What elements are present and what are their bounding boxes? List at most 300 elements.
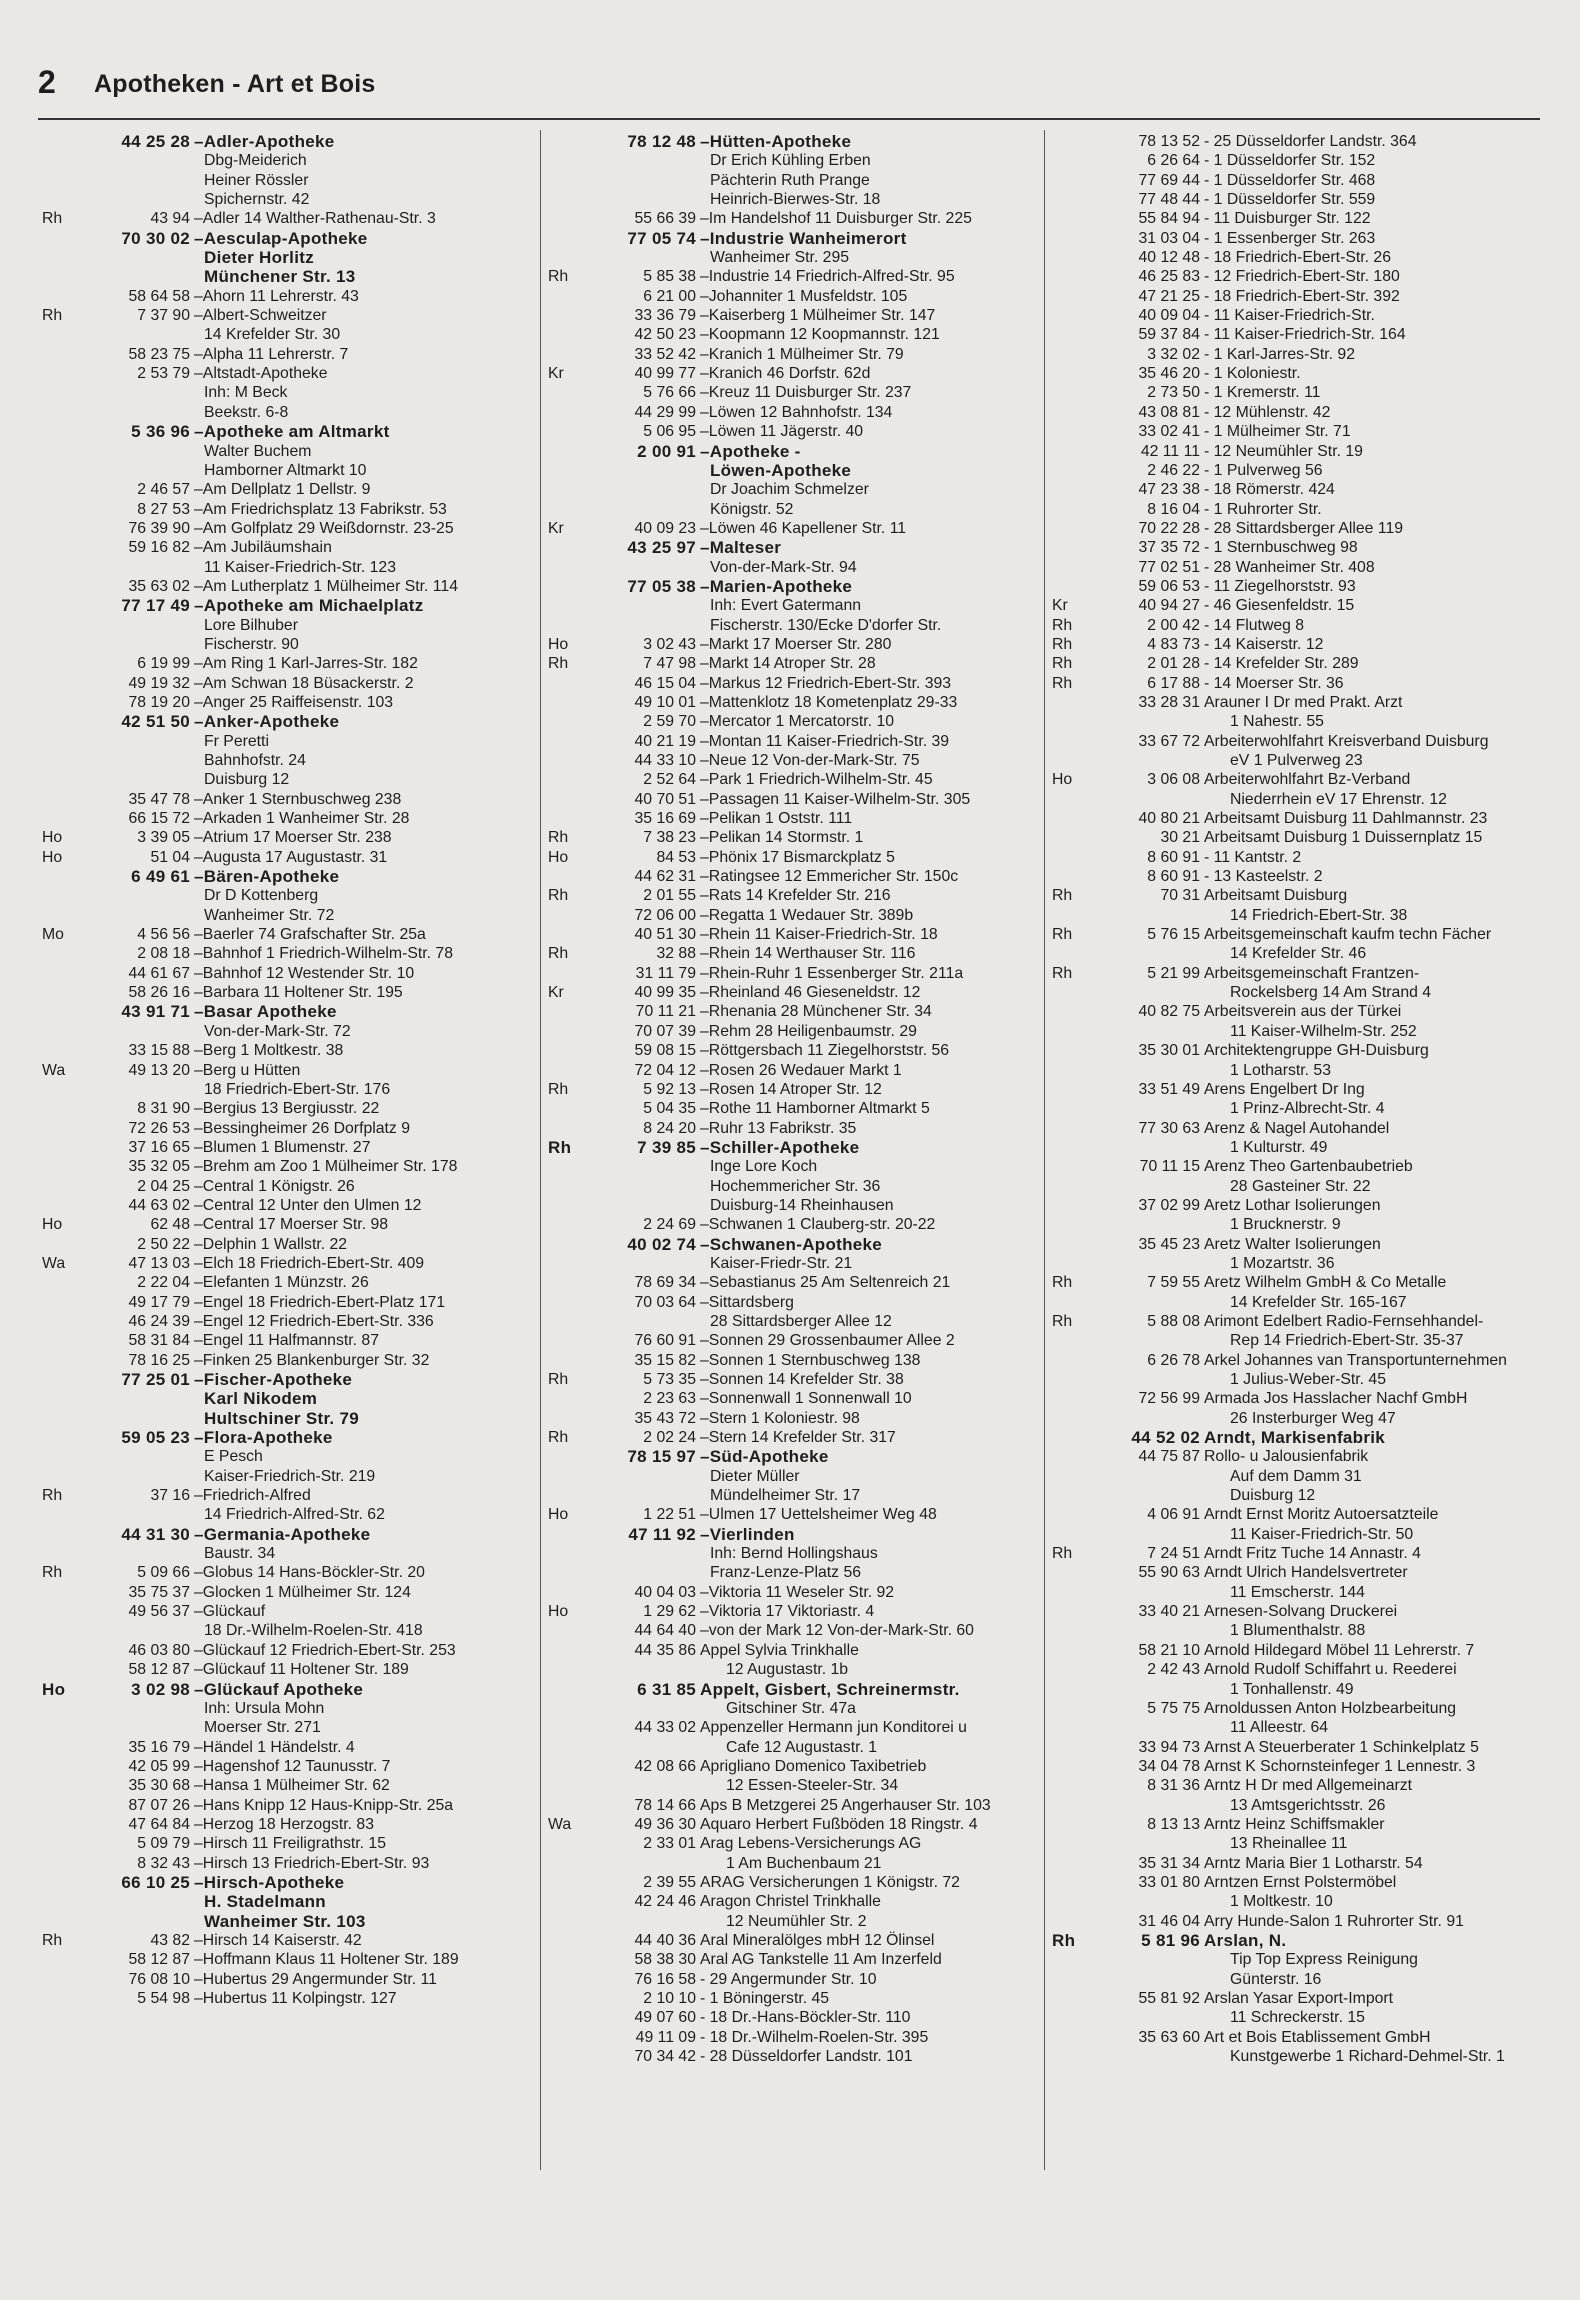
listing-detail: 1 Prinz-Albrecht-Str. 4 [1230,1100,1385,1118]
listing-name: –Augusta 17 Augustastr. 31 [194,848,388,866]
column-divider [540,130,541,2170]
listing-entry [548,1293,1038,1332]
listing-name: –Bahnhof 12 Westender Str. 10 [194,964,415,982]
phone-number: 35 31 34 [1138,1854,1200,1872]
listing-entry [548,1680,1038,1719]
listing-name: –Sonnen 14 Krefelder Str. 38 [700,1371,904,1388]
district-code: Rh [548,887,569,905]
listing-name: –Koopmann 12 Koopmannstr. 121 [700,326,940,344]
listing-name: - 14 Moerser Str. 36 [1204,674,1344,692]
phone-number: 35 75 37 [128,1583,190,1601]
listing-entry [42,1931,532,1950]
phone-number: 62 48 [150,1216,190,1234]
phone-number: 40 21 19 [634,732,696,750]
listing-name: –Markt 17 Moerser Str. 280 [700,635,892,653]
listing-entry [42,1157,532,1176]
phone-number: 35 32 05 [128,1158,190,1176]
district-code: Rh [548,1371,569,1388]
phone-number: 6 26 64 [1147,152,1200,170]
listing-entry [42,1370,532,1428]
phone-number: 2 10 10 [643,1990,696,2007]
phone-number: 1 29 62 [643,1603,696,1621]
listing-entry [548,925,1038,944]
district-code: Ho [42,848,63,866]
listing-detail: 1 Mozartstr. 36 [1230,1254,1335,1272]
listing-entry [548,1525,1038,1583]
listing-entry [1052,1428,1552,1447]
listing-name: - 11 Kantstr. 2 [1204,848,1302,866]
listing-detail: 11 Alleestr. 64 [1230,1719,1329,1737]
phone-number: 8 16 04 [1147,500,1200,518]
listing-name: –Bergius 13 Bergiusstr. 22 [194,1100,380,1118]
listing-name: Armada Jos Hasslacher Nachf GmbH [1204,1390,1468,1408]
listing-name: –Rhein-Ruhr 1 Essenberger Str. 211a [700,964,964,982]
phone-number: 72 06 00 [634,906,696,924]
listing-detail: Walter Buchem [204,442,312,460]
listing-name: - 18 Römerstr. 424 [1204,481,1335,499]
listing-detail: Wanheimer Str. 295 [710,249,850,267]
phone-number: 55 66 39 [634,210,696,228]
listing-name: –Engel 12 Friedrich-Ebert-Str. 336 [194,1312,434,1330]
listing-entry [548,964,1038,983]
listing-name: Arndt Fritz Tuche 14 Annastr. 4 [1204,1545,1421,1563]
listing-detail: Beekstr. 6-8 [204,403,289,421]
phone-number: 3 39 05 [137,829,190,847]
listing-name: - 12 Neumühler Str. 19 [1204,442,1363,460]
phone-number: 47 13 03 [128,1254,190,1272]
listing-name: –Am Lutherplatz 1 Mülheimer Str. 114 [194,577,458,595]
listing-detail: Von-der-Mark-Str. 94 [710,558,857,576]
listing-entry [1052,171,1552,190]
listing-name: –Sonnenwall 1 Sonnenwall 10 [700,1390,912,1408]
phone-number: 33 15 88 [128,1042,190,1060]
phone-number: 5 21 99 [1147,964,1200,982]
listing-name: –Hagenshof 12 Taunusstr. 7 [194,1757,391,1775]
phone-number: 59 16 82 [128,539,190,557]
listing-name: –Am Jubiläumshain [194,539,332,557]
listing-entry [548,422,1038,441]
district-code: Rh [1052,655,1073,673]
listing-name: Arnold Hildegard Möbel 11 Lehrerstr. 7 [1204,1641,1475,1659]
listing-entry [42,790,532,809]
phone-number: 3 02 43 [643,635,696,653]
listing-detail: 28 Gasteiner Str. 22 [1230,1177,1371,1195]
phone-number: 58 31 84 [128,1332,190,1350]
phone-number: 77 30 63 [1138,1119,1200,1137]
phone-number: 44 25 28 [121,132,190,151]
district-code: Rh [1052,887,1073,905]
listing-detail: Löwen-Apotheke [710,460,852,480]
listing-name: Aragon Christel Trinkhalle [700,1893,881,1911]
listing-name: –Am Ring 1 Karl-Jarres-Str. 182 [194,655,418,673]
listing-detail: Duisburg-14 Rheinhausen [710,1196,894,1214]
listing-name: –Im Handelshof 11 Duisburger Str. 225 [700,210,972,228]
listing-name: –Kranich 1 Mülheimer Str. 79 [700,345,904,363]
listing-name: –Glückauf Apotheke [194,1679,364,1699]
listing-entry [548,1370,1038,1389]
listing-entry [1052,132,1552,151]
listing-entry [1052,1505,1552,1544]
listing-entry [548,1351,1038,1370]
listing-name: Arbeiterwohlfahrt Kreisverband Duisburg [1204,732,1489,750]
listing-entry [548,519,1038,538]
listing-name: Arslan Yasar Export-Import [1204,1990,1394,2007]
phone-number: 7 39 85 [637,1137,696,1157]
phone-number: 35 30 68 [128,1777,190,1795]
listing-name: –Mercator 1 Mercatorstr. 10 [700,713,895,731]
district-code: Rh [1052,926,1073,944]
listing-detail: 11 Kaiser-Friedrich-Str. 50 [1230,1525,1414,1543]
phone-number: 42 05 99 [128,1757,190,1775]
listing-entry [1052,267,1552,286]
listing-entry [548,983,1038,1002]
phone-number: 40 80 21 [1138,810,1200,828]
listing-name: –Anker-Apotheke [194,712,340,732]
listing-name: –Alpha 11 Lehrerstr. 7 [194,345,349,363]
listing-name: –Rhein 11 Kaiser-Friedrich-Str. 18 [700,926,938,944]
phone-number: 43 08 81 [1138,403,1200,421]
listing-name: –Stern 1 Koloniestr. 98 [700,1409,860,1427]
listing-detail: Spichernstr. 42 [204,191,310,209]
listing-entry [548,1331,1038,1350]
listing-entry [548,654,1038,673]
listing-entry [42,345,532,364]
listing-name: - 28 Düsseldorfer Landstr. 101 [700,2048,913,2066]
listing-entry [548,132,1038,209]
listing-detail: Inh: Bernd Hollingshaus [710,1545,878,1563]
phone-number: 58 38 30 [634,1951,696,1969]
phone-number: 5 81 96 [1141,1930,1200,1950]
listing-detail: Dr D Kottenberg [204,887,319,905]
phone-number: 77 02 51 [1138,558,1200,576]
phone-number: 78 12 48 [627,132,696,151]
listing-name: Arbeitsamt Duisburg [1204,887,1348,905]
listing-entry [1052,1660,1552,1699]
district-code: Ho [548,635,569,653]
listing-name: - 29 Angermunder Str. 10 [700,1970,877,1988]
listing-entry [548,635,1038,654]
listing-entry [1052,287,1552,306]
listing-name: –Atrium 17 Moerser Str. 238 [194,829,392,847]
listing-name: –Ruhr 13 Fabrikstr. 35 [700,1119,857,1137]
listing-name: - 1 Böningerstr. 45 [700,1990,830,2007]
listing-name: –Mattenklotz 18 Kometenplatz 29-33 [700,693,958,711]
listing-name: –Hubertus 11 Kolpingstr. 127 [194,1990,397,2007]
listing-name: Arauner I Dr med Prakt. Arzt [1204,693,1403,711]
phone-number: 6 19 99 [137,655,190,673]
listing-entry [42,964,532,983]
listing-entry [1052,1351,1552,1390]
listing-name: –Central 1 Königstr. 26 [194,1177,355,1195]
listing-entry [1052,442,1552,461]
listing-name: - 13 Kasteelstr. 2 [1204,868,1323,886]
listing-entry [548,693,1038,712]
listing-name: Aquaro Herbert Fußböden 18 Ringstr. 4 [700,1815,978,1833]
phone-number: 6 26 78 [1147,1351,1200,1369]
listing-entry [548,1447,1038,1505]
listing-name: –Röttgersbach 11 Ziegelhorststr. 56 [700,1042,950,1060]
phone-number: 31 11 79 [635,964,696,982]
phone-number: 8 13 13 [1147,1815,1200,1833]
listing-name: –Stern 14 Krefelder Str. 317 [700,1429,896,1447]
listing-entry [548,1022,1038,1041]
listing-name: - 1 Düsseldorfer Str. 559 [1204,191,1376,209]
listing-entry [548,2008,1038,2027]
phone-number: 49 36 30 [634,1815,696,1833]
phone-number: 59 05 23 [121,1428,190,1448]
listing-entry [42,287,532,306]
phone-number: 6 21 00 [643,287,696,305]
phone-number: 37 35 72 [1138,539,1200,557]
listing-entry [548,1428,1038,1447]
phone-number: 2 59 70 [643,713,696,731]
listing-detail: 14 Krefelder Str. 46 [1230,945,1367,963]
listing-name: –Markt 14 Atroper Str. 28 [700,655,876,673]
listing-name: - 1 Düsseldorfer Str. 152 [1204,152,1376,170]
listing-name: Aprigliano Domenico Taxibetrieb [700,1757,927,1775]
district-code: Rh [1052,635,1073,653]
phone-number: 49 10 01 [634,693,696,711]
phone-number: 6 49 61 [131,867,190,887]
listing-name: –Hirsch 11 Freiligrathstr. 15 [194,1835,386,1853]
listing-entry [1052,848,1552,867]
listing-detail: Dr Erich Kühling Erben [710,152,871,170]
listing-entry [1052,596,1552,615]
listing-entry [1052,1196,1552,1235]
phone-number: 84 53 [656,848,696,866]
listing-name: –Passagen 11 Kaiser-Wilhelm-Str. 305 [700,790,971,808]
phone-number: 70 11 15 [1139,1158,1200,1176]
listing-name: –Rothe 11 Hamborner Altmarkt 5 [700,1100,930,1118]
listing-name: - 14 Flutweg 8 [1204,616,1305,634]
listing-name: –Anger 25 Raiffeisenstr. 103 [194,693,394,711]
listing-name: - 46 Giesenfeldstr. 15 [1204,597,1355,615]
phone-number: 59 37 84 [1138,326,1200,344]
listing-detail: 28 Sittardsberger Allee 12 [710,1312,892,1330]
listing-name: –Rehm 28 Heiligenbaumstr. 29 [700,1022,917,1040]
listing-entry [42,1177,532,1196]
listing-entry [1052,1157,1552,1196]
listing-name: - 12 Friedrich-Ebert-Str. 180 [1204,268,1400,286]
listing-detail: Cafe 12 Augustastr. 1 [726,1738,878,1756]
listing-name: Aretz Wilhelm GmbH & Co Metalle [1204,1274,1447,1292]
listing-name: –Ulmen 17 Uettelsheimer Weg 48 [700,1506,937,1524]
listing-entry [42,480,532,499]
phone-number: 43 82 [150,1931,190,1949]
listing-detail: 1 Am Buchenbaum 21 [726,1854,882,1872]
phone-number: 78 13 52 [1138,133,1200,150]
phone-number: 4 83 73 [1147,635,1200,653]
listing-name: Appel Sylvia Trinkhalle [700,1641,859,1659]
listing-name: Arbeiterwohlfahrt Bz-Verband [1204,771,1411,789]
phone-number: 7 59 55 [1147,1274,1200,1292]
listing-name: - 18 Dr.-Wilhelm-Roelen-Str. 395 [700,2028,929,2046]
listing-entry [548,770,1038,789]
listing-entry [548,287,1038,306]
listing-detail: 1 Moltkestr. 10 [1230,1893,1333,1911]
listing-name: Arnst A Steuerberater 1 Schinkelplatz 5 [1204,1738,1479,1756]
listing-name: –Kreuz 11 Duisburger Str. 237 [700,384,912,402]
phone-number: 43 94 [150,210,190,228]
listing-name: –Rosen 14 Atroper Str. 12 [700,1080,882,1098]
phone-number: 40 02 74 [627,1234,696,1254]
listing-detail: Von-der-Mark-Str. 72 [204,1022,351,1040]
listing-name: Arnoldussen Anton Holzbearbeitung [1204,1699,1457,1717]
listing-entry [548,848,1038,867]
listing-entry [1052,1041,1552,1080]
listing-name: –Globus 14 Hans-Böckler-Str. 20 [194,1564,425,1582]
listing-name: –Engel 11 Halfmannstr. 87 [194,1332,379,1350]
phone-number: 70 30 02 [121,228,190,248]
listing-name: - 11 Duisburger Str. 122 [1204,210,1371,228]
listing-detail: 14 Friedrich-Ebert-Str. 38 [1230,906,1408,924]
listing-entry [42,1293,532,1312]
listing-name: - 12 Mühlenstr. 42 [1204,403,1331,421]
listing-entry [1052,616,1552,635]
listing-name: Arbeitsverein aus der Türkei [1204,1003,1402,1021]
listing-name: - 28 Sittardsberger Allee 119 [1204,519,1404,537]
listing-entry [42,1950,532,1969]
listing-entry [548,1002,1038,1021]
phone-number: 78 16 25 [128,1351,190,1369]
listing-name: Arndt, Markisenfabrik [1204,1428,1386,1448]
listing-entry [42,1854,532,1873]
phone-number: 3 32 02 [1147,345,1200,363]
phone-number: 7 47 98 [643,655,696,673]
listing-entry [548,906,1038,925]
listing-entry [548,2028,1038,2047]
listing-name: Arndt Ulrich Handelsvertreter [1204,1564,1408,1582]
phone-number: 33 01 80 [1138,1873,1200,1891]
district-code: Wa [42,1061,66,1079]
listing-entry [1052,538,1552,557]
listing-name: –Hoffmann Klaus 11 Holtener Str. 189 [194,1951,459,1969]
listing-entry [1052,1602,1552,1641]
phone-number: 37 02 99 [1138,1196,1200,1214]
phone-number: 40 99 35 [634,984,696,1002]
listing-entry [42,1815,532,1834]
listing-name: –Brehm am Zoo 1 Mülheimer Str. 178 [194,1158,458,1176]
listing-name: –Ratingsee 12 Emmericher Str. 150c [700,868,959,886]
listing-entry [548,2047,1038,2066]
listing-detail: Dr Joachim Schmelzer [710,481,869,499]
listing-entry [1052,1757,1552,1776]
phone-number: 51 04 [150,848,190,866]
listing-entry [42,1970,532,1989]
phone-number: 8 31 90 [137,1100,190,1118]
listing-entry [1052,1854,1552,1873]
listing-detail: Gitschiner Str. 47a [726,1699,856,1717]
phone-number: 35 16 79 [128,1738,190,1756]
phone-number: 3 06 08 [1147,771,1200,789]
phone-number: 8 60 91 [1147,848,1200,866]
listing-detail: Bahnhofstr. 24 [204,752,306,769]
phone-number: 4 06 91 [1147,1506,1200,1524]
phone-number: 40 04 03 [634,1583,696,1601]
phone-number: 40 51 30 [634,926,696,944]
listing-entry [1052,306,1552,325]
phone-number: 31 03 04 [1138,229,1200,247]
listing-entry [42,944,532,963]
listing-detail: 14 Krefelder Str. 165-167 [1230,1293,1407,1311]
listing-name: –Park 1 Friedrich-Wilhelm-Str. 45 [700,771,933,789]
listing-name: –Industrie Wanheimerort [700,228,907,248]
listing-entry [42,1099,532,1118]
phone-number: 44 52 02 [1131,1428,1200,1448]
phone-number: 35 46 20 [1138,365,1200,383]
phone-number: 3 02 98 [131,1679,190,1699]
listing-entry [1052,325,1552,344]
listing-entry [548,732,1038,751]
district-code: Ho [1052,771,1073,789]
listing-name: - 1 Koloniestr. [1204,365,1301,383]
listing-entry [1052,1235,1552,1274]
listing-entry [548,886,1038,905]
listing-entry [548,364,1038,383]
listing-entry [548,712,1038,731]
listing-entry [548,1834,1038,1873]
phone-number: 2 73 50 [1147,384,1200,402]
listing-name: –Herzog 18 Herzogstr. 83 [194,1815,375,1833]
phone-number: 2 00 91 [637,441,696,461]
listing-entry [1052,925,1552,964]
listing-detail: Inh: Evert Gatermann [710,597,862,615]
listing-entry [548,674,1038,693]
listing-name: - 1 Pulverweg 56 [1204,461,1323,479]
district-code: Kr [548,984,564,1002]
listing-detail: Fischerstr. 90 [204,635,299,653]
listing-entry [548,1796,1038,1815]
listing-entry [42,500,532,519]
listing-name: –Händel 1 Händelstr. 4 [194,1738,355,1756]
listing-name: Aral Mineralölges mbH 12 Ölinsel [700,1931,935,1949]
listing-detail: Kaiser-Friedr-Str. 21 [710,1254,853,1272]
listing-entry [42,1331,532,1350]
listing-entry [1052,383,1552,402]
listing-entry [1052,364,1552,383]
listing-name: –Kaiserberg 1 Mülheimer Str. 147 [700,307,936,325]
listing-name: –Rhein 14 Werthauser Str. 116 [700,945,916,963]
listing-entry [548,828,1038,847]
listing-entry [1052,403,1552,422]
listing-detail: 14 Krefelder Str. 30 [204,326,341,344]
phone-number: 72 04 12 [634,1061,696,1079]
phone-number: 6 17 88 [1147,674,1200,692]
phone-number: 2 04 25 [137,1177,190,1195]
listing-entry [42,1641,532,1660]
phone-number: 2 23 63 [643,1390,696,1408]
listing-detail: Niederrhein eV 17 Ehrenstr. 12 [1230,790,1447,808]
listing-detail: Günterstr. 16 [1230,1970,1322,1988]
listing-name: –Flora-Apotheke [194,1428,333,1448]
directory-column-3 [1052,132,1552,2066]
phone-number: 58 12 87 [128,1661,190,1679]
listing-detail: 1 Brucknerstr. 9 [1230,1216,1341,1234]
phone-number: 44 31 30 [121,1524,190,1544]
phone-number: 35 63 60 [1138,2028,1200,2046]
listing-entry [1052,809,1552,828]
listing-entry [548,1389,1038,1408]
listing-entry [1052,1002,1552,1041]
phone-number: 8 27 53 [137,500,190,518]
listing-detail: eV 1 Pulverweg 23 [1230,752,1363,769]
listing-name: - 1 Ruhrorter Str. [1204,500,1322,518]
listing-name: –Adler 14 Walther-Rathenau-Str. 3 [194,210,436,228]
phone-number: 49 56 37 [128,1603,190,1621]
listing-name: –Bären-Apotheke [194,867,340,887]
listing-entry [42,1273,532,1292]
listing-name: Arnst K Schornsteinfeger 1 Lennestr. 3 [1204,1757,1476,1775]
